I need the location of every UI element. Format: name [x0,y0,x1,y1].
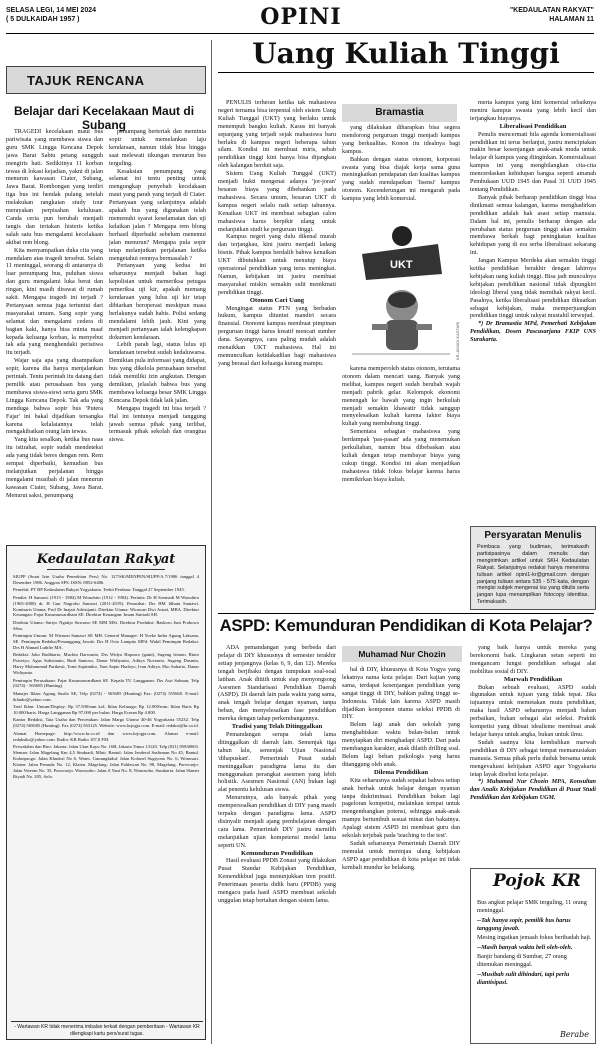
kr-colophon-footer: - Wartawan KR tidak menerima imbalan terkait dengan pemberitaan - Wartawan KR dilengkapi kartu pers/surat tugas. [11,1021,203,1037]
pojok-item-punchline: --Musibah sulit dihindari, tapi perlu diantisipasi. [477,970,570,986]
main-paragraph: yang dilakukan diharapkan bisa segera mendorong perguruan tinggi menjadi kampus yang berkualitas. Konon itu idealnya bagi kampus. [342,124,460,155]
tajuk-paragraph: penumpang berteriak dan meminta sopir untuk memelankan laju kendaraan, namun tidak bisa hingga saat melewati tikungan menurun bus terguling. [109,128,206,167]
aspd-paragraph: ADA pemandangan yang berbeda dari pelajar di DIY khususnya di semester terakhir setiap jenjangnya (kelas 6, 9, dan 12). Mereka tengah berjibaku dengan tumpukan soal-soal latihan. Anak dititih untuk siap menyongsong Asesmen Standarisasi Pendidikan Daerah (ASPD). Di daerah lain pada waktu yang sama, anak tengah belajar dengan nyaman, tanpa beban, dan menyelesaikan fase pendidikan mereka dengan tahap perkembangannya. [218,644,336,723]
tajuk-paragraph: Mengapa tragedi ini bisa terjadi ? Hal ini tentunya menjadi tanggung jawab semua pihak yang terlibat, termasuk pihak sekolah dan orangtua siswa. [109,404,206,444]
kr-colophon-box [6,545,206,1040]
main-paragraph: Mengingat status PTN yang berbadan hukum, kampus dituntut mandiri secara finansial. Otonomi kampus membuat pimpinan perguruan tinggi harus kreatif mencari sumber dana. Sayangnya, cara paling mudah adalah menaikkan UKT mahasiswa. Hal ini memunculkan ketidakadilan bagi mahasiswa yang berasal dari keluarga kurang mampu. [218,304,336,367]
writing-guidelines-text: Pembaca yang budiman, terimakasih partisipasinya dalam menulis dan mengirimkan artikel untuk SKH Kedaulatan Rakyat. Selanjutnya redaksi hanya menerima tulisan artikel opini1-kr@gmail.com dengan panjang tulisan antara 535 - 575 kata, dengan mengisi subjek mengenai isu yang ditulis serta jangan lupa menampilkan fotocopy identitas. Terimakasih. [477,544,589,606]
main-paragraph: Jangan Kampus Merdeka akan semakin tinggi ketika pendidikan berakhir dengan lahirnya kebijakan uang kuliah tinggi. Bisa jadi munculnya kebijakan pendidikan nasional tidak dipungkiri ideologi liberal yang tidak memihak rakyat kecil. Pasalnya, ketika liberalisasi pendidikan dikuatkan sebagai kebijakan, maka memperjuangkan pendidikan tinggi untuk rakyat mustahil terwujud. [470,257,596,320]
tajuk-paragraph: TRAGEDI kecelakaan maut bus pariwisata yang membawa siswa dan guru SMK Lingga Kencana Depok jawa Barat Sabtu petang sungguh mengiris hati. Sedikitnya 11 korban tewas di lokasi kejadian, yakni di jalan menurun kawasan Ciater, Subang, Jawa Barat. Rombongan yang terdiri tiga bus ini hendak pulang setelah melakukan rangkaian study tour merayakan perpisahan kelulusan. Canda ceria pun berubah menjadi tangis dan teriakan histeris ketika salah satu bus mengalami kecelakaan akibat rem blong. [6,128,103,246]
tajuk-paragraph: Lebih parah lagi, status lulus uji kendaraan tersebut sudah kedaluwarsa. Demikian pula informasi yang didapat, bus yang dikelola perusahaan tersebut tidak memiliki izin angkutan. Dengan demikian, jelaslah bahwa bus yang membawa keluarga besar SMK Lingga Kencana Depok tidak laik jalan. [109,341,206,404]
aspd-subheading: Dilema Pendidikan [373,768,429,776]
aspd-author-bio: *) Muhamad Nur Chozin MPA, Konsultan dan Analis Kebijakan Pendidikan di Pusat Studi Pendidikan dan Kebijakan UGM. [470,778,596,802]
main-paragraph: Banyak pihak berharap pendidikan tinggi bisa dinikmati semua kalangan, karena menghadirkan pendidikan adalah hak asasi setiap manusia. Dalam hal ini, penulis berharap dengan ada perubahan status perguruan tinggi akan semakin membawa berkah bagi peningkatan kualitas kehidupan yang di era serba liberalisasi sekarang ini. [470,193,596,257]
masthead [6,4,594,34]
aspd-subheading: Tradisi yang Telah Ditinggalkan [231,723,323,731]
masthead-date-block [6,6,96,24]
main-column-2-top [342,124,460,212]
main-column-1 [218,99,336,609]
illustration-ukt [342,214,460,362]
svg-text:UKT: UKT [390,259,413,271]
main-paragraph: Penulis mencermati bila agenda komersialisasi pendidikan ini terus berlanjut, justru menciptakan makin besar kesenjangan anak-anak muda untuk belajar di kampus yang diinginkan. Komersialisasi kampus ini yang menghilangkan cita-cita mencerdaskan kehidupan bangsa seperti amanah Pembukaan UUD 1945 dan Pasal 31 UUD 1945 tentang Pendidikan. [470,130,596,193]
main-paragraph: Bahkan dengan status otonom, korporasi swasta yang bisa diajak kerja sama guna meningkatkan pendapatan dan kualitas kampus yang sudah mendapatkan 'lisensi' kampus otonom. Kecenderungan ini mengarah pada kampus yang lebih komersial. [342,155,460,203]
masthead-date: SELASA LEGI, 14 MEI 2024 [6,7,96,14]
illustration-credit: KR-JAYADI KASTARI [455,321,460,360]
kr-colophon-line: Penerbit: PT BP Kedaulatan Rakyat Yogyakarta. Terbit Perdana: Tanggal 27 September 1945. [13,587,185,593]
kr-colophon-line: Pendiri: H Samawi (1913 - 1984) M Wonohito (1912 - 1984). Perintis: Dr H Soemadi M Wonohito (1965-2008) dr. H Gun Nugroho Samawi (2011-2019). Penasihat: Drs HM Idham Samawi. Komisaris Utama: Prof Dr Inajati Adrisijanti. Direktur Utama: Wirawan Dwi Astuti, MBA. Direktur Keuangan: Fajar Kusumawardhani SE. Direktur Keuangan: Imam Satriadi SH. [13,594,199,618]
aspd-column-1 [218,644,336,1044]
main-paragraph: Sementara sebagian mahasiswa yang berdampak 'pas-pasan' ada yang menemukan perkuliahan, namun bisa dibebaskan atau kuliah dengan tetap membayar biaya yang cukup tinggi. Kondisi ini akan menjadikan mahasiswa tidak fokus belajar karena harus memikirkan biaya kuliah. [342,428,460,483]
pojok-kr-box [470,868,596,1044]
kr-colophon-line: SIUPP (Surat Izin Usaha Penerbitan Pers) No. 127/SK/MENPEN/SIUPP/A.7/1986 tanggal 4 Desember 1986. Anggota SPS. ISSN: 0852-6486. [13,574,199,585]
pojok-item-text: Bus angkut pelajar SMK terguling, 11 orang meninggal. [477,899,587,914]
pojok-item-text: Banjir bandang di Sumbar, 27 orang ditemukan meninggal. [477,953,567,968]
kr-colophon-text [7,574,205,780]
tajuk-paragraph: Kesaksian penumpang yang selamat ini tentu penting untuk mengungkap penyebab kecelakaan maut yang parah yang terjadi di Ciater. Pertanyaan yang selanjutnya adalah apakah bus yang digunakan telah memenuhi syarat keselamatan dan uji kelaikan jalan ? Mengapa rem blong berhasil diperbaiki sebelum menemui jalan menurun? Mengapa pula sopir tetap melanjutkan perjalanan ketika mengetahui remnya bermasalah ? [109,167,206,262]
aspd-paragraph: Sudah saatnya kita kembalikan marwah pendidikan di DIY sebagai tempat memanusiakan manusia. Semua pihak perlu duduk bersama untuk mengevaluasi kebijakan ASPD agar Yogyakarta tetap layak disebut kota pelajar. [470,738,596,778]
kr-colophon-line: Direktur Utama: Sutiyo Ngatijo Suwarso SE MM MSi. Direktur Produksi: Baskoro Juni Prabowo SSos. [13,619,199,631]
tajuk-paragraph: Yang kita sesalkan, ketika bus naas itu istirahat, sopir sudah mendeteksi ada yang tidak beres dengan rem. Rem sempat diperbaiki, kemudian bus melanjutkan perjalanan hingga mengalami musibah di jalan menurun kawasan Ciater, Subang, Jawa Barat. Menurut saksi, penumpang [6,436,103,499]
author-bio: *) Dr Bramastia MPd, Pemerhati Kebijakan Pendidikan, Dosen Pascasarjana FKIP UNS Surakarta. [470,320,596,344]
pojok-signature: Berabe [559,1030,589,1039]
aspd-subheading: Marwah Pendidikan [503,675,563,683]
main-paragraph: karena memperoleh status otonom, terutama otonom dalam mencari uang. Banyak yang melihat, kampus negeri sudah berubah wajah menjadi pabrik gelar. Kelompok ekonomi menengah ke bawah yang ingin berkuliah menjadi semakin khawatir tidak sanggup menyelesaikan kuliah karena faktor biaya kuliah yang membubung tinggi. [342,365,460,428]
tajuk-paragraph: Wajar saja apa yang disampaikan sopir, karena dia hanya menjalankan perintah. Tentu perintah itu datang dari pemilik atau perusahaan bus yang membawa siswa-siswi serta guru SMK Lingga Kencana Depok. Tak ada yang menduga bahwa sopir bus 'Putera Fajar' ini bakal dijadikan tersangka karena kelalaiannya telah mengakibatkan orang lain tewas. [6,357,103,436]
kr-colophon-line: Pemimpin Perusahaan: Fajar Kusumawardhani SE. Kepala TU Langganan: Drs Asri Salman, Telp (0274) - 565685 (Hunting). [13,677,199,689]
main-paragraph: PENULIS terheran ketika tak mahasiswa negeri ternama bisa terpental oleh sistem Uang Kuliah Tunggal (UKT) yang berlaku untuk menempuh bangku kuliah. Kasus ini banyak sepanjang yang terjadi sejak mahasiswa baru berlaku di kampus negeri beberapa tahun silam. Kondisi ini membuat miris, sebab pendidikan tinggi kini hanya bisa dijangkau oleh kalangan berduit saja. [218,99,336,170]
masthead-hijri-date: ( 5 DULKAIDAH 1957 ) [6,16,80,23]
main-headline: Uang Kuliah Tinggi [252,37,560,70]
aspd-author-name: Muhamad Nur Chozin [358,649,446,659]
author-name: Bramastia [375,107,424,118]
aspd-subheading: Kemunduran Pendidikan [240,849,313,857]
kr-colophon-line: Redaksi: Joko Budhiarto, Muchin Darwanto, Drs Widyo Hapsoro (ganti), Sugeng Irianto, Rinto Prasetyo, Agus Sulistianto, Budi Santoso, Danar Widiyanto, Aditya Novianto, Sugeng Dasmin, Harry Muhammad Parikesit, Tomi Sujatmiko, Yani Sapto Hudoyo, Ivan Aditya, Eko Suharto, Danar Widiyanto. [13,652,199,676]
masthead-page-number: HALAMAN 11 [549,16,594,23]
writing-guidelines-title: Persyaratan Menulis [484,530,582,541]
kr-colophon-line: Tarif Iklan: Umum/Display: Rp 37.500/mm kol; Iklan Keluarga: Rp 12.000/mm; Iklan Baris Rp 10.000/baris. Harga Langganan Rp 97.000 per bulan. Harga Eceran Rp 4.000. [13,704,199,716]
kr-colophon-title: Kedaulatan Rakyat [36,552,176,567]
tajuk-label: TAJUK RENCANA [27,73,145,88]
aspd-headline: ASPD: Kemunduran Pendidikan di Kota Pelajar? [219,616,593,635]
masthead-paper-block [510,6,594,24]
aspd-column-3 [470,644,596,864]
aspd-paragraph: Menurutnya, ada banyak pihak yang mempersoalkan pendidikan di DIY yang masih terpaku dengan paradigma lama. ASPD disinyalir menjadi ajang pembelajaran dengan cara lama. Pemerintah DIY justru memilih melanjutkan ujian kompetensi model lama seperti UN. [218,794,336,849]
aspd-paragraph: Sudah seharusnya Pemerintah Daerah DIY memulai untuk meninjau ulang kebijakan ASPD agar pendidikan di kota pelajar ini tidak kembali mundur ke belakang. [342,839,460,871]
masthead-paper-name: "KEDAULATAN RAKYAT" [509,7,594,14]
main-paragraph: Kampus negeri yang dulu dikenal murah dan terjangkau, kini justru menjadi ladang bisnis. Pihak kampus berdalih bahwa kenaikan UKT dibutuhkan untuk menutup biaya operasional pendidikan yang terus meningkat. Namun, kebijakan ini justru membuat masyarakat miskin semakin sulit menikmati pendidikan tinggi. [218,233,336,296]
main-paragraph: merta kampus yang kini komersial sebaiknya meniru kampus swasta yang lebih kecil dan terjangkau biayanya. [470,99,596,122]
main-paragraph: Sistem Uang Kuliah Tunggal (UKT) menjadi bukti mengenai adanya 'jor-joran' besaran biaya yang dibebankan pada mahasiswa. Secara umum, besaran UKT di kampus negeri selalu naik setiap tahunnya. Kenaikan UKT ini membuat sebagian calon mahasiswa harus berpikir ulang untuk melanjutkan studi ke perguruan tinggi. [218,170,336,233]
tajuk-column-2 [109,128,206,542]
main-column-3 [470,99,596,523]
kr-colophon-line: Perwakilan dan Biro: Jakarta: Jalan Utan Kayu No. 16B, Jakarta Timur 13120, Telp (021) 85838603. Sleman: Jalan Magelang Km 4,5 Sinduadi, Mlati. Bantul: Jalan Jenderal Sudirman No 45, Bantul. Kulonprogo: Jalan Khudori No 6, Wates. Gunungkidul: Jalan Kolonel Sugiyono No. 6, Wonosari. Klaten: Jalan Pemuda No. 12, Klaten. Magelang: Jalan Pahlawan No. 98, Magelang. Purworejo: Jalan Veteran No. 35, Purworejo. Wonosobo: Jalan A Yani No. 8, Wonosobo. Surakarta: Jalan Slamet Riyadi No. 205, Solo. [13,744,199,779]
column-divider [211,40,212,1044]
kr-colophon-divider [47,569,166,570]
section-title: OPINI [260,4,342,30]
aspd-paragraph: Bukan sebuah evaluasi, ASPD sudah digunakan untuk tujuan yang tidak tepat. Jika tujuannya untuk memetakan mutu pendidikan, maka hasil ASPD seharusnya menjadi bahan perbaikan, bukan sebagai alat seleksi. Praktik kompetisi yang dibuat idealisme membuat anak belajar hanya untuk angka, bukan untuk ilmu. [470,683,596,738]
kr-colophon-line: Manajer Iklan: Agung Susilo SE, Telp (0274) - 565685 (Hunting) Fax: (0274) 555660. E-mail: iklankr@yahoo.com. [13,690,199,702]
illustration-svg [342,214,460,362]
tajuk-column-1 [6,128,103,542]
aspd-paragraph: hal di DIY, khususnya di Kota Yogya yang lekatnya nama kota pelajar. Dari kajian yang sama, terdapat kesenjangan pendidikan yang sangat tinggi di DIY, bahkan paling tinggi se-Indonesia. Tidak lain karena ASPD masih dijadikan komponen utama seleksi PPDB di DIY. [342,666,460,721]
kr-colophon-line: Pemimpin Umum: M Wirmon Samawi SE MH. General Manager: H Yoeke Indra Agung Laksana, SE. Pemimpin Redaksi/Penanggung Jawab: Drs H Octo Lampito MPd. Wakil Pemimpin Redaksi: Drs H Ahmad Luthfie MA. [13,633,199,650]
kr-colophon-line: Alamat Homepage: http://www.kr.co.id dan www.krjogja.com. Alamat e-mail: redaksikr@yahoo.com. Radio: KR Radio 107,8 FM. [13,730,199,742]
aspd-author-band [342,646,462,662]
main-subheading: Liberalisasi Pendidikan [499,122,567,130]
writing-guidelines-box [470,526,596,610]
aspd-paragraph: yang baik hanya untuk mereka yang berekonomi baik. Lingkaran setan seperti ini mengancam fungsi pendidikan sebagai alat mobilitas sosial di DIY. [470,644,596,675]
tajuk-label-box [6,66,206,94]
kr-colophon-line: Kantor Redaksi, Tata Usaha dan Percetakan: Jalan Margo Utomo 40-46 Yogyakarta 55232. Telp (0274) 565685 (Hunting). Fax (0274) 563125. Website: www.krjogja.com. E-mail: redaksi@kr.co.id. [13,717,199,729]
pojok-kr-items [477,899,593,988]
author-band [342,104,457,122]
tajuk-paragraph: Kita menyampaikan duka cita yang mendalam atas tragedi tersebut. Selain 11 meninggal, seorang di antaranya di luar penumpang bus, puluhan siswa dan guru mengalami luka berat dan ringan, kini masih dirawat di rumah sakit. Mengapa tragedi ini terjadi ? Pertanyaan semua juga tertuntut dari masyarakat umum. Sang sopir yang selamat dan mengalami cedera di bagian kaki, hanya bisa minta maaf kepada keluarga korban, la menyebut tak ada yang menghendaki peristiwa itu terjadi. [6,246,103,357]
aspd-paragraph: Belum lagi anak dan sekolah yang menghabiskan waktu bulan-bulan untuk menyiapkan diri menghadapi ASPD. Dari pada membangun karakter, anak dilatih drilling soal. Belum lagi beban psikologis yang harus ditanggung oleh anak. [342,721,460,768]
aspd-paragraph: Hasil evaluasi PPDB Zonasi yang dilakukan Pusat Standar Kebijakan Pendidikan, Kemendikbud juga menunjukkan tren positif. Penerimaan peserta didik baru (PPDB) yang mengacu pada hasil ASPD membuat sekolah unggulan tetap bertahan dengan sistem lama. [218,857,336,904]
aspd-column-2 [342,666,460,1044]
article-separator [218,613,594,614]
pojok-item-text: Mesing ingatkan jemaah fokus beribadah haji. [477,934,592,941]
tajuk-body [6,128,206,542]
aspd-paragraph: Pemandangan serupa telah lama ditinggalkan di daerah lain. Semenjak tiga tahun lalu, semenjak Ujian Nasional 'dihapuskan'. Pemerintah Pusat sudah meninggalkan paradigma lama itu dan menggunakan perangkat asesmen yang lebih holistik. Asesmen Nasional (AN) bukan lagi alat penentu kelulusan siswa. [218,730,336,794]
pojok-kr-title: Pojok KR [493,871,581,891]
tajuk-paragraph: Pertanyaan yang kedua ini seharusnya menjadi bahan bagi kepolisian untuk memeriksa petugas pemeriksa uji kir, apakah memang kendaraan yang lulus uji kir tetap dibiarkan beroperasi meskipun masa berlakunya sudah habis. Polisi sedang mendalami lebih jauh. Kini yang menjadi pertanyaan ialah kelengkapan dokumen kendaraan. [109,262,206,341]
main-subheading: Otonom Cari Uang [249,296,305,304]
headline-rule [218,72,594,73]
main-column-2-bottom [342,365,460,609]
pojok-item-punchline: --Tak hanya sopir, pemilik bus harus tanggung jawab. [477,916,571,932]
pojok-item-punchline: --Masih banyak waktu beli oleh-oleh. [477,943,573,951]
aspd-paragraph: Kita seharusnya sudah sepakat bahwa setiap anak berhak untuk belajar dengan nyaman tanpa diskriminasi. Pendidikan bukan lagi pageloran kompetisi, melainkan tempat untuk mengembangkan potensi, sehingga anak-anak mampu bertumbuh sesuai minat dan bakatnya. Apalagi sistem ASPD ini membuat guru dan sekolah terjebak pada 'teaching to the test'. [342,776,460,840]
tajuk-headline: Belajar dari Kecelakaan Maut di Subang [13,104,195,132]
